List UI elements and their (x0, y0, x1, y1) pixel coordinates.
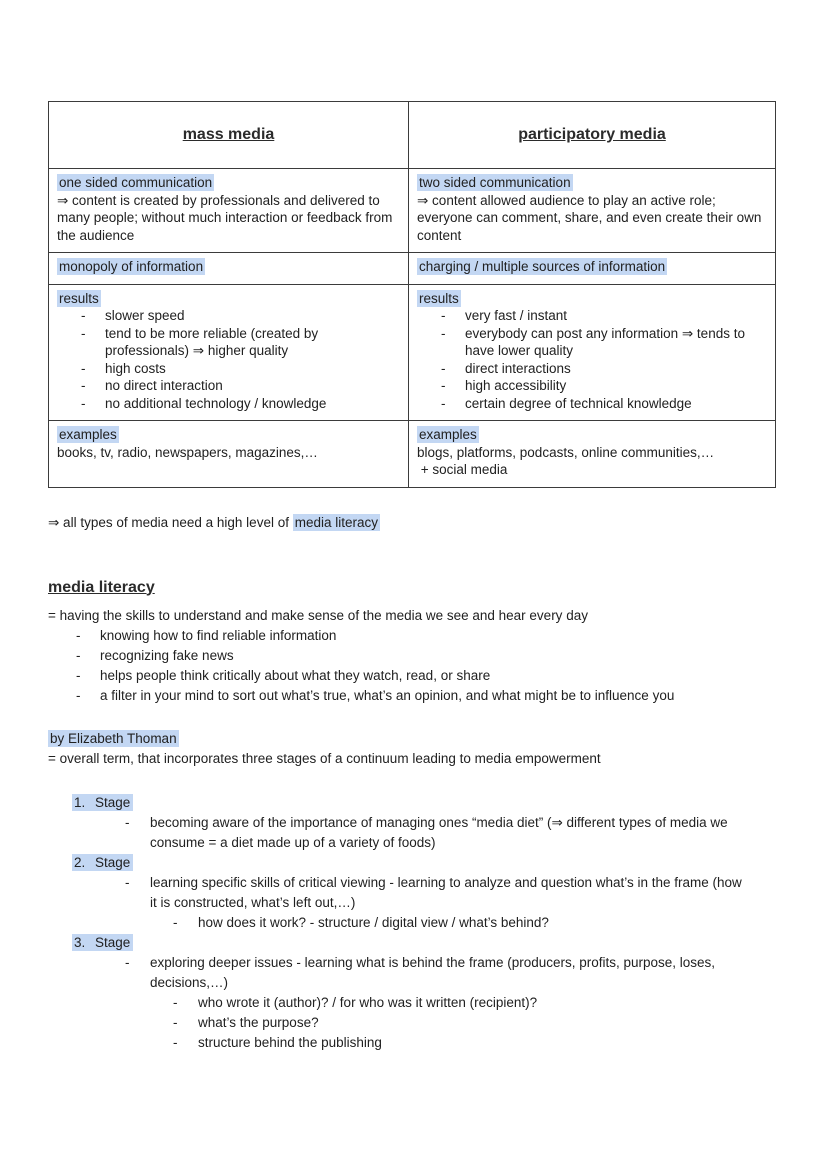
list-item-text: learning specific skills of critical viewing - learning to analyze and question what’s in the frame (how it is constructed, what’s left out,…) (150, 874, 742, 910)
table-header-participatory-media: participatory media (409, 102, 776, 169)
list-item (417, 360, 767, 378)
cell-title-row (417, 174, 767, 192)
list-item (417, 307, 767, 325)
list-item-text: helps people think critically about what they watch, read, or share (100, 667, 491, 683)
stage-number: 2. (74, 854, 86, 870)
list-item (417, 395, 767, 413)
bullet-dash: - (125, 814, 130, 830)
author-highlight: by Elizabeth Thoman (50, 730, 177, 746)
list-item-text: who wrote it (author)? / for who was it written (recipient)? (198, 994, 538, 1010)
list-item-text: becoming aware of the importance of managing ones “media diet” (⇒ different types of media we consume = a diet made up of a variety of foods) (150, 814, 728, 850)
stage-item (72, 793, 776, 853)
cell-title-row (417, 258, 767, 276)
bullet-dash: - (81, 308, 86, 323)
author-definition: = overall term, that incorporates three stages of a continuum leading to media empowerment (48, 750, 601, 766)
cell-text: blogs, platforms, podcasts, online communities,… (417, 444, 715, 460)
cell-title-row (57, 258, 400, 276)
stage-label: Stage (95, 934, 131, 950)
cell-text: books, tv, radio, newspapers, magazines,… (57, 444, 318, 460)
sub-list-item (72, 993, 776, 1013)
bullet-dash: - (173, 914, 178, 930)
list-item-text: structure behind the publishing (198, 1034, 382, 1050)
media-literacy-definition: = having the skills to understand and make sense of the media we see and hear every day (48, 607, 588, 623)
list-item (57, 395, 400, 413)
list-item-text: what’s the purpose? (198, 1014, 319, 1030)
table-header-row (49, 102, 776, 169)
list-item (57, 360, 400, 378)
media-literacy-bullet-list (48, 626, 776, 706)
conclusion-text: ⇒ all types of media need a high level of (48, 514, 293, 530)
bullet-dash: - (81, 325, 86, 341)
comparison-table (48, 101, 776, 488)
list-item-text: exploring deeper issues - learning what is behind the frame (producers, profits, purpose, loses, decisions,…) (150, 954, 716, 990)
list-item-text: recognizing fake news (100, 647, 234, 663)
list-item-text: no additional technology / knowledge (105, 395, 327, 411)
table-row (49, 169, 776, 253)
table-row (49, 421, 776, 488)
stage-heading (72, 853, 776, 873)
cell-text: ⇒ content allowed audience to play an active role; everyone can comment, share, and even create their own content (417, 192, 766, 243)
table-row (49, 253, 776, 285)
cell-title-highlight: charging / multiple sources of information (419, 259, 666, 274)
stage-heading (72, 793, 776, 813)
cell-bullet-list (417, 307, 767, 412)
cell-bullet-list (57, 307, 400, 412)
list-item (57, 307, 400, 325)
list-item (48, 686, 776, 706)
list-item-text: no direct interaction (105, 378, 223, 393)
bullet-dash: - (173, 1014, 178, 1030)
stage-item (72, 853, 776, 933)
cell-text: ⇒ content is created by professionals and delivered to many people; without much interaction or feedback from the audience (57, 192, 397, 243)
stage-point-list (72, 813, 776, 853)
cell-title-highlight: examples (59, 427, 117, 442)
cell-title-highlight: two sided communication (419, 175, 571, 190)
table-cell (409, 284, 776, 421)
stage-label: Stage (95, 794, 131, 810)
list-item (72, 813, 776, 853)
author-line (48, 729, 776, 749)
bullet-dash: - (76, 687, 81, 703)
bullet-dash: - (81, 378, 86, 393)
bullet-dash: - (173, 994, 178, 1010)
list-item (48, 666, 776, 686)
stage-heading (72, 933, 776, 953)
cell-title-highlight: examples (419, 427, 477, 442)
cell-title-row (57, 174, 400, 192)
sub-list-item (72, 913, 776, 933)
bullet-dash: - (441, 395, 446, 411)
bullet-dash: - (76, 667, 81, 683)
comparison-table-body (49, 169, 776, 488)
stage-label: Stage (95, 854, 131, 870)
bullet-dash: - (173, 1034, 178, 1050)
bullet-dash: - (441, 378, 446, 393)
stage-item (72, 933, 776, 1053)
bullet-dash: - (76, 627, 81, 643)
cell-title-highlight: results (419, 290, 459, 306)
bullet-dash: - (125, 954, 130, 970)
sub-list-item (72, 1033, 776, 1053)
stage-heading-highlight (72, 934, 133, 951)
stage-point-list (72, 873, 776, 933)
list-item (72, 953, 776, 993)
cell-title-highlight: results (59, 290, 99, 306)
cell-title-highlight: one sided communication (59, 175, 213, 190)
list-item-text: high accessibility (465, 378, 567, 393)
cell-title-row (417, 290, 767, 308)
list-item-text: tend to be more reliable (created by professionals) ⇒ higher quality (105, 325, 319, 358)
list-item-text: slower speed (105, 308, 185, 323)
bullet-dash: - (81, 395, 86, 411)
list-item (48, 626, 776, 646)
stage-point-list (72, 953, 776, 1053)
section-heading-media-literacy: media literacy (48, 578, 155, 596)
table-header-mass-media: mass media (49, 102, 409, 169)
list-item-text: certain degree of technical knowledge (465, 395, 692, 411)
stage-heading-highlight (72, 794, 133, 811)
list-item (417, 377, 767, 395)
table-cell (409, 169, 776, 253)
stage-number: 3. (74, 934, 86, 950)
cell-title-highlight: monopoly of information (59, 259, 204, 274)
bullet-dash: - (81, 360, 86, 376)
stages-list (48, 793, 776, 1053)
list-item-text: direct interactions (465, 360, 571, 376)
list-item-text: how does it work? - structure / digital view / what’s behind? (198, 914, 549, 930)
cell-title-row (57, 290, 400, 308)
table-cell (49, 284, 409, 421)
list-item (57, 377, 400, 395)
table-cell (409, 253, 776, 285)
cell-title-row (57, 426, 400, 444)
list-item-text: a filter in your mind to sort out what’s true, what’s an opinion, and what might be to influence you (100, 687, 675, 703)
list-item (57, 325, 400, 360)
bullet-dash: - (441, 308, 446, 323)
list-item (72, 873, 776, 913)
table-cell (409, 421, 776, 488)
conclusion-highlight: media literacy (294, 514, 378, 530)
table-row (49, 284, 776, 421)
list-item-text: very fast / instant (465, 308, 568, 323)
stage-number: 1. (74, 794, 86, 810)
sub-list-item (72, 1013, 776, 1033)
list-item-text: high costs (105, 360, 166, 376)
bullet-dash: - (125, 874, 130, 890)
list-item-text: everybody can post any information ⇒ tends to have lower quality (465, 325, 745, 358)
table-cell (49, 253, 409, 285)
comparison-table-header (49, 102, 776, 169)
conclusion-line (48, 514, 776, 532)
list-item-text: knowing how to find reliable information (100, 627, 337, 643)
table-cell (49, 169, 409, 253)
list-item (417, 325, 767, 360)
table-cell (49, 421, 409, 488)
stage-heading-highlight (72, 854, 133, 871)
bullet-dash: - (76, 647, 81, 663)
bullet-dash: - (441, 360, 446, 376)
bullet-dash: - (441, 325, 446, 341)
list-item (48, 646, 776, 666)
cell-text: + social media (417, 462, 508, 477)
cell-title-row (417, 426, 767, 444)
